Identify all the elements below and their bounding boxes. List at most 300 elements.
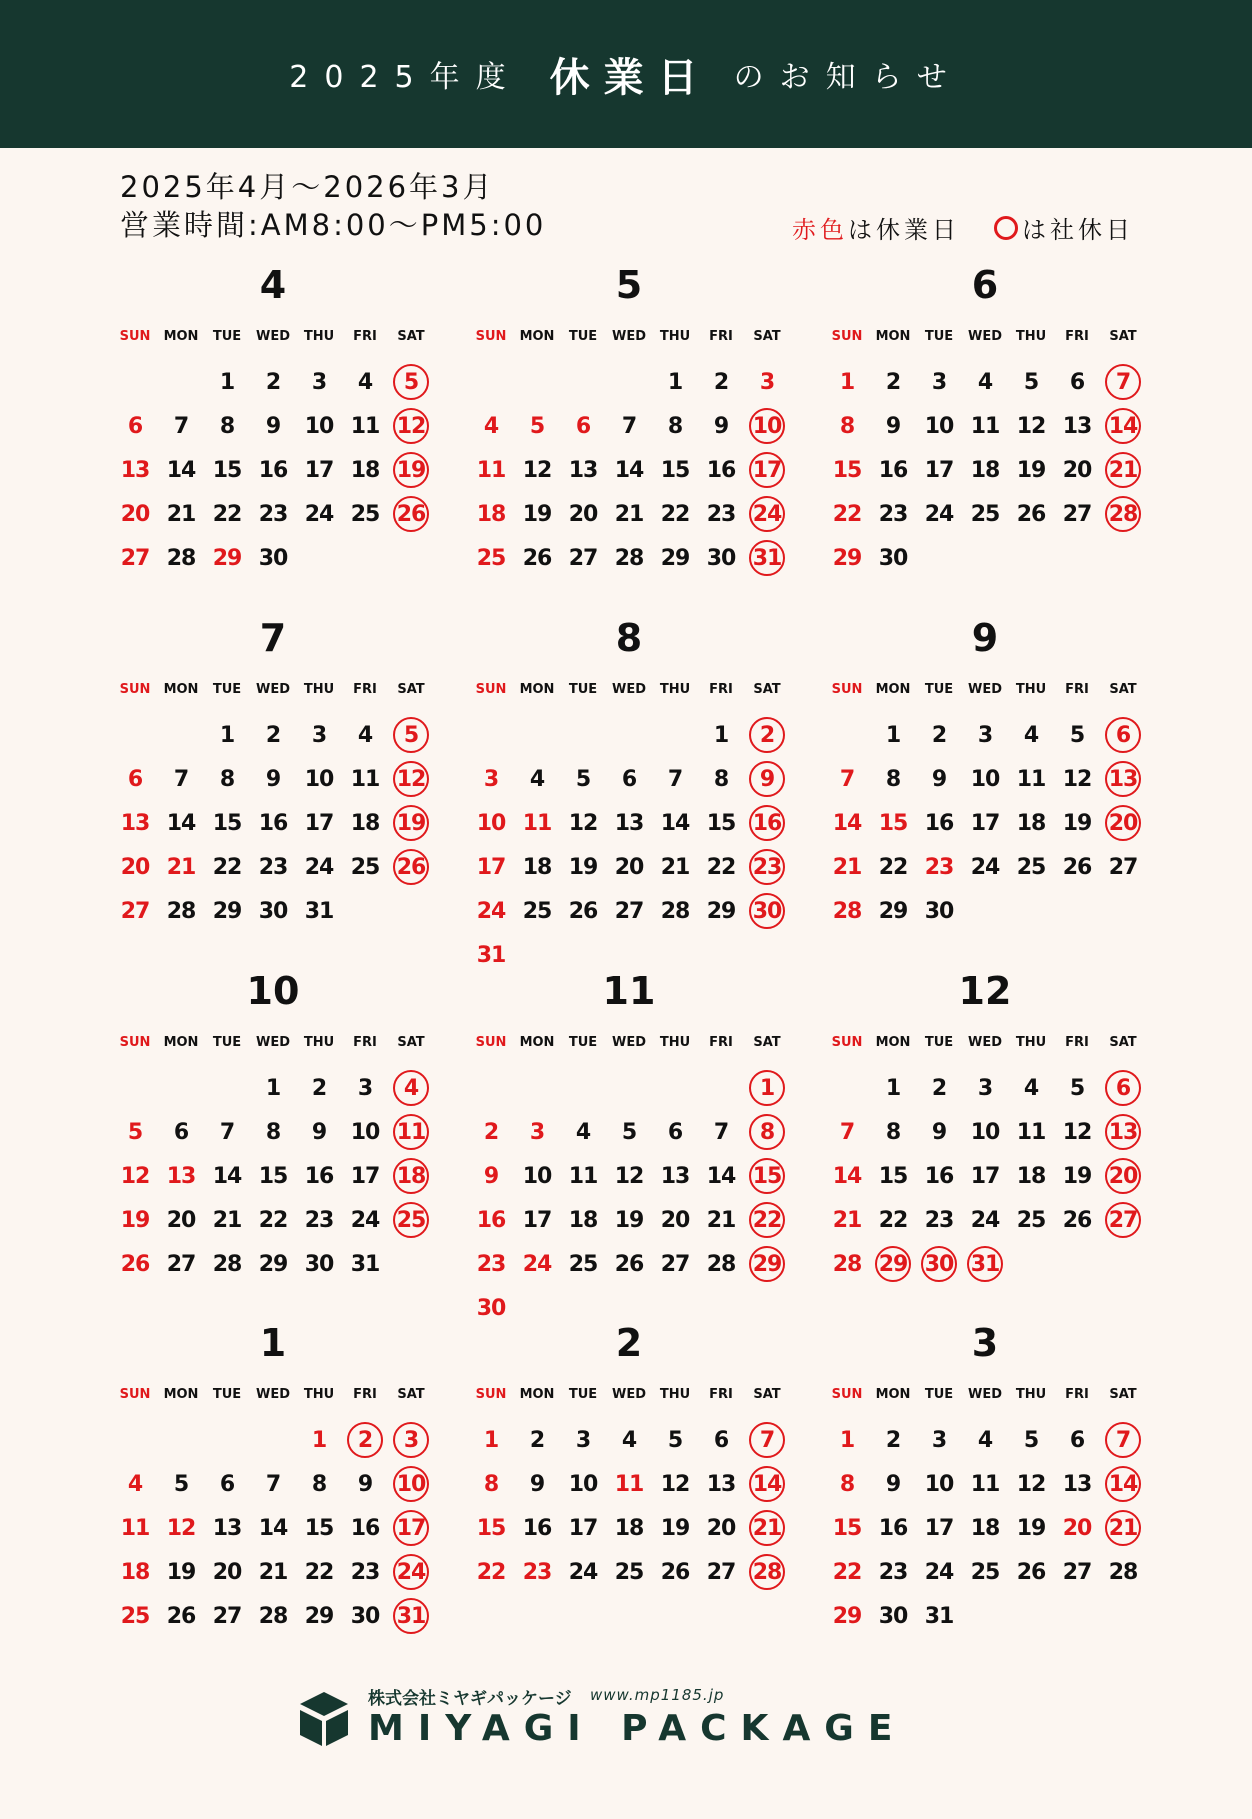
work-day: 3 [931,1427,947,1453]
work-day: 12 [568,810,598,836]
work-day: 5 [1023,369,1039,395]
work-day: 9 [311,1119,327,1145]
holiday-day: 22 [476,1559,506,1585]
company-holiday-day: 17 [388,1506,434,1550]
work-day: 30 [706,545,736,571]
weekday-label: WED [255,682,290,697]
weekday-label: MON [875,1035,911,1050]
work-day: 26 [1016,1559,1046,1585]
empty-cell [824,713,870,757]
work-day: 12 [1062,1119,1092,1145]
work-day: 27 [1062,501,1092,527]
holiday-day: 7 [839,1119,855,1145]
empty-cell [606,1066,652,1110]
header-suffix: のお知らせ [733,60,963,95]
holiday-day: 3 [529,1119,545,1145]
work-day: 15 [660,457,690,483]
weekday-header [112,1028,442,1058]
empty-cell [514,1066,560,1110]
holiday-day: 1 [311,1427,327,1453]
work-day: 3 [311,369,327,395]
holiday-day: 11 [120,1515,150,1541]
header-banner [0,0,1252,148]
work-day: 3 [311,722,327,748]
work-day: 6 [713,1427,729,1453]
weekday-header [468,322,798,352]
work-day: 26 [660,1559,690,1585]
work-day: 28 [614,545,644,571]
company-holiday-day: 10 [388,1462,434,1506]
holiday-day: 29 [832,545,862,571]
company-holiday-day: 18 [388,1154,434,1198]
day-grid [468,1066,798,1330]
work-day: 13 [1062,413,1092,439]
work-day: 19 [522,501,552,527]
weekday-label: WED [967,1035,1002,1050]
work-day: 19 [568,854,598,880]
weekday-header [824,1028,1154,1058]
work-day: 7 [265,1471,281,1497]
holiday-day: 5 [529,413,545,439]
work-day: 2 [265,722,281,748]
holiday-day: 6 [127,766,143,792]
work-day: 13 [568,457,598,483]
empty-cell [514,360,560,404]
work-day: 31 [924,1603,954,1629]
work-day: 2 [311,1075,327,1101]
work-day: 6 [1069,1427,1085,1453]
company-holiday-day: 6 [1100,713,1146,757]
work-day: 6 [621,766,637,792]
work-day: 3 [977,1075,993,1101]
work-day: 7 [219,1119,235,1145]
weekday-label: THU [1015,1035,1047,1050]
weekday-label: SAT [753,682,781,697]
work-day: 19 [1016,1515,1046,1541]
empty-cell [158,713,204,757]
empty-cell [698,1066,744,1110]
weekday-label: THU [659,682,691,697]
work-day: 18 [970,457,1000,483]
holiday-day: 26 [120,1251,150,1277]
company-holiday-day: 17 [744,448,790,492]
work-day: 28 [1108,1559,1138,1585]
work-day: 22 [878,854,908,880]
holiday-day: 23 [924,854,954,880]
work-day: 12 [1016,1471,1046,1497]
weekday-header [468,1028,798,1058]
empty-cell [204,1066,250,1110]
weekday-label: MON [163,1387,199,1402]
weekday-label: SUN [475,1035,507,1050]
holiday-day: 8 [839,413,855,439]
work-day: 22 [706,854,736,880]
month-title: 1 [259,1321,287,1365]
work-day: 28 [258,1603,288,1629]
holiday-day: 18 [120,1559,150,1585]
empty-cell [250,1418,296,1462]
weekday-header [112,1380,442,1410]
work-day: 31 [350,1251,380,1277]
work-day: 17 [970,810,1000,836]
day-grid [824,1418,1154,1638]
company-holiday-day: 3 [388,1418,434,1462]
weekday-label: WED [255,1035,290,1050]
work-day: 16 [706,457,736,483]
work-day: 17 [924,457,954,483]
work-day: 25 [970,1559,1000,1585]
work-day: 31 [304,898,334,924]
work-day: 22 [660,501,690,527]
work-day: 8 [219,766,235,792]
holiday-day: 29 [212,545,242,571]
work-day: 27 [212,1603,242,1629]
work-day: 16 [522,1515,552,1541]
holiday-day: 20 [120,501,150,527]
holiday-day: 20 [1062,1515,1092,1541]
work-day: 17 [350,1163,380,1189]
work-day: 14 [614,457,644,483]
work-day: 5 [575,766,591,792]
work-day: 19 [1062,810,1092,836]
company-holiday-day: 28 [1100,492,1146,536]
company-url[interactable]: www.mp1185.jp [590,1686,725,1704]
work-day: 16 [258,457,288,483]
work-day: 22 [304,1559,334,1585]
work-day: 9 [265,766,281,792]
work-day: 5 [173,1471,189,1497]
work-day: 22 [878,1207,908,1233]
weekday-label: THU [659,329,691,344]
company-holiday-day: 31 [388,1594,434,1638]
holiday-day: 16 [476,1207,506,1233]
holiday-day: 1 [839,369,855,395]
holiday-day: 2 [483,1119,499,1145]
company-holiday-day: 2 [342,1418,388,1462]
work-day: 12 [660,1471,690,1497]
holiday-day: 24 [476,898,506,924]
work-day: 2 [931,1075,947,1101]
company-holiday-day: 30 [744,889,790,933]
weekday-label: THU [659,1035,691,1050]
weekday-label: WED [255,329,290,344]
work-day: 24 [970,1207,1000,1233]
work-day: 25 [1016,1207,1046,1233]
work-day: 1 [265,1075,281,1101]
work-day: 4 [977,369,993,395]
weekday-label: THU [303,1387,335,1402]
work-day: 28 [166,545,196,571]
empty-cell [204,1418,250,1462]
weekday-header [824,675,1154,705]
holiday-day: 11 [614,1471,644,1497]
work-day: 26 [1062,854,1092,880]
weekday-label: FRI [353,1035,377,1050]
period-text: 2025年4月～2026年3月 [120,170,495,204]
day-grid [824,360,1154,580]
work-day: 11 [1016,766,1046,792]
work-day: 9 [713,413,729,439]
weekday-label: FRI [709,682,733,697]
work-day: 20 [568,501,598,527]
company-holiday-day: 20 [1100,801,1146,845]
work-day: 30 [350,1603,380,1629]
legend-circle-desc: は社休日 [1022,216,1134,244]
weekday-label: WED [611,682,646,697]
day-grid [824,713,1154,933]
weekday-label: TUE [212,1387,242,1402]
work-day: 10 [304,413,334,439]
empty-cell [112,360,158,404]
work-day: 16 [350,1515,380,1541]
company-holiday-day: 7 [744,1418,790,1462]
work-day: 24 [924,1559,954,1585]
weekday-label: SAT [397,682,425,697]
work-day: 6 [219,1471,235,1497]
weekday-header [112,322,442,352]
work-day: 24 [304,501,334,527]
work-day: 21 [706,1207,736,1233]
company-holiday-day: 26 [388,492,434,536]
work-day: 2 [529,1427,545,1453]
weekday-label: SAT [1109,329,1137,344]
company-holiday-day: 2 [744,713,790,757]
weekday-header [824,1380,1154,1410]
weekday-label: TUE [568,1387,598,1402]
company-holiday-day: 29 [744,1242,790,1286]
work-day: 24 [304,854,334,880]
work-day: 14 [258,1515,288,1541]
holiday-day: 21 [166,854,196,880]
work-day: 14 [660,810,690,836]
work-day: 5 [1069,722,1085,748]
work-day: 15 [304,1515,334,1541]
company-holiday-day: 1 [744,1066,790,1110]
work-day: 8 [713,766,729,792]
weekday-label: SUN [475,329,507,344]
holiday-day: 15 [832,457,862,483]
work-day: 23 [350,1559,380,1585]
work-day: 26 [614,1251,644,1277]
holiday-day: 22 [832,501,862,527]
work-day: 25 [568,1251,598,1277]
work-day: 1 [885,722,901,748]
weekday-label: THU [1015,329,1047,344]
work-day: 21 [258,1559,288,1585]
empty-cell [468,1066,514,1110]
work-day: 10 [304,766,334,792]
holiday-day: 10 [476,810,506,836]
work-day: 11 [568,1163,598,1189]
work-day: 4 [357,722,373,748]
company-holiday-day: 13 [1100,757,1146,801]
work-day: 10 [522,1163,552,1189]
weekday-label: TUE [924,1387,954,1402]
work-day: 11 [970,413,1000,439]
work-day: 30 [878,1603,908,1629]
weekday-label: SAT [1109,682,1137,697]
weekday-label: THU [1015,1387,1047,1402]
weekday-label: WED [967,329,1002,344]
company-holiday-day: 24 [744,492,790,536]
company-holiday-day: 5 [388,713,434,757]
empty-cell [652,1066,698,1110]
work-day: 17 [924,1515,954,1541]
work-day: 20 [212,1559,242,1585]
work-day: 21 [166,501,196,527]
work-day: 2 [885,1427,901,1453]
work-day: 17 [568,1515,598,1541]
work-day: 30 [304,1251,334,1277]
weekday-label: THU [303,329,335,344]
work-day: 23 [258,854,288,880]
work-day: 10 [970,1119,1000,1145]
empty-cell [606,360,652,404]
work-day: 25 [614,1559,644,1585]
info-block [120,168,546,244]
work-day: 20 [660,1207,690,1233]
weekday-header [468,1380,798,1410]
work-day: 23 [706,501,736,527]
work-day: 9 [885,413,901,439]
empty-cell [158,360,204,404]
work-day: 27 [706,1559,736,1585]
work-day: 5 [667,1427,683,1453]
holiday-day: 8 [483,1471,499,1497]
month-10 [112,966,442,1286]
company-holiday-day: 14 [1100,1462,1146,1506]
empty-cell [158,1418,204,1462]
work-day: 15 [706,810,736,836]
work-day: 18 [614,1515,644,1541]
company-holiday-day: 14 [1100,404,1146,448]
company-holiday-day: 19 [388,448,434,492]
work-day: 25 [1016,854,1046,880]
work-day: 23 [258,501,288,527]
weekday-header [112,675,442,705]
business-hours: 営業時間:AM8:00～PM5:00 [120,208,547,242]
company-holiday-day: 12 [388,757,434,801]
work-day: 16 [878,1515,908,1541]
work-day: 7 [173,413,189,439]
holiday-day: 1 [483,1427,499,1453]
weekday-label: FRI [709,1387,733,1402]
month-2 [468,1318,798,1594]
work-day: 27 [166,1251,196,1277]
work-day: 2 [713,369,729,395]
holiday-day: 13 [120,457,150,483]
work-day: 8 [265,1119,281,1145]
weekday-label: TUE [568,682,598,697]
day-grid [468,713,798,977]
month-title: 6 [971,263,999,307]
holiday-day: 14 [832,1163,862,1189]
circle-icon [994,216,1018,240]
day-grid [112,713,442,933]
work-day: 8 [885,766,901,792]
weekday-label: MON [519,682,555,697]
work-day: 9 [529,1471,545,1497]
holiday-day: 6 [127,413,143,439]
holiday-day: 28 [832,898,862,924]
empty-cell [560,713,606,757]
work-day: 13 [614,810,644,836]
weekday-label: TUE [568,1035,598,1050]
work-day: 12 [522,457,552,483]
work-day: 18 [350,810,380,836]
empty-cell [112,1418,158,1462]
work-day: 19 [166,1559,196,1585]
work-day: 12 [1016,413,1046,439]
holiday-day: 3 [483,766,499,792]
work-day: 6 [1069,369,1085,395]
weekday-label: MON [519,1035,555,1050]
holiday-day: 30 [476,1295,506,1321]
work-day: 20 [1062,457,1092,483]
company-holiday-day: 21 [744,1506,790,1550]
holiday-day: 27 [120,898,150,924]
weekday-label: THU [659,1387,691,1402]
empty-cell [468,713,514,757]
weekday-label: SAT [753,1035,781,1050]
work-day: 10 [568,1471,598,1497]
work-day: 4 [575,1119,591,1145]
holiday-day: 3 [759,369,775,395]
weekday-label: SUN [475,682,507,697]
holiday-day: 21 [832,854,862,880]
weekday-label: THU [1015,682,1047,697]
work-day: 18 [970,1515,1000,1541]
work-day: 13 [1062,1471,1092,1497]
header-title: 休業日 [549,54,712,101]
work-day: 19 [1016,457,1046,483]
company-holiday-day: 13 [1100,1110,1146,1154]
work-day: 11 [350,766,380,792]
weekday-label: SAT [397,1035,425,1050]
holiday-day: 5 [127,1119,143,1145]
holiday-day: 21 [832,1207,862,1233]
weekday-label: SAT [753,1387,781,1402]
month-7 [112,613,442,933]
month-1 [112,1318,442,1638]
work-day: 28 [166,898,196,924]
holiday-day: 24 [522,1251,552,1277]
work-day: 1 [219,722,235,748]
work-day: 11 [1016,1119,1046,1145]
work-day: 20 [614,854,644,880]
holiday-day: 29 [832,1603,862,1629]
weekday-label: MON [163,682,199,697]
weekday-label: WED [611,329,646,344]
month-6 [824,260,1154,580]
company-holiday-day: 14 [744,1462,790,1506]
weekday-label: MON [519,1387,555,1402]
legend-red-desc: は休業日 [848,216,960,244]
month-9 [824,613,1154,933]
legend-red-label: 赤色 [792,216,848,244]
work-day: 5 [621,1119,637,1145]
work-day: 29 [258,1251,288,1277]
work-day: 14 [706,1163,736,1189]
work-day: 1 [667,369,683,395]
holiday-day: 7 [839,766,855,792]
work-day: 18 [1016,810,1046,836]
work-day: 6 [173,1119,189,1145]
work-day: 9 [265,413,281,439]
company-holiday-day: 28 [744,1550,790,1594]
work-day: 1 [713,722,729,748]
holiday-day: 22 [832,1559,862,1585]
